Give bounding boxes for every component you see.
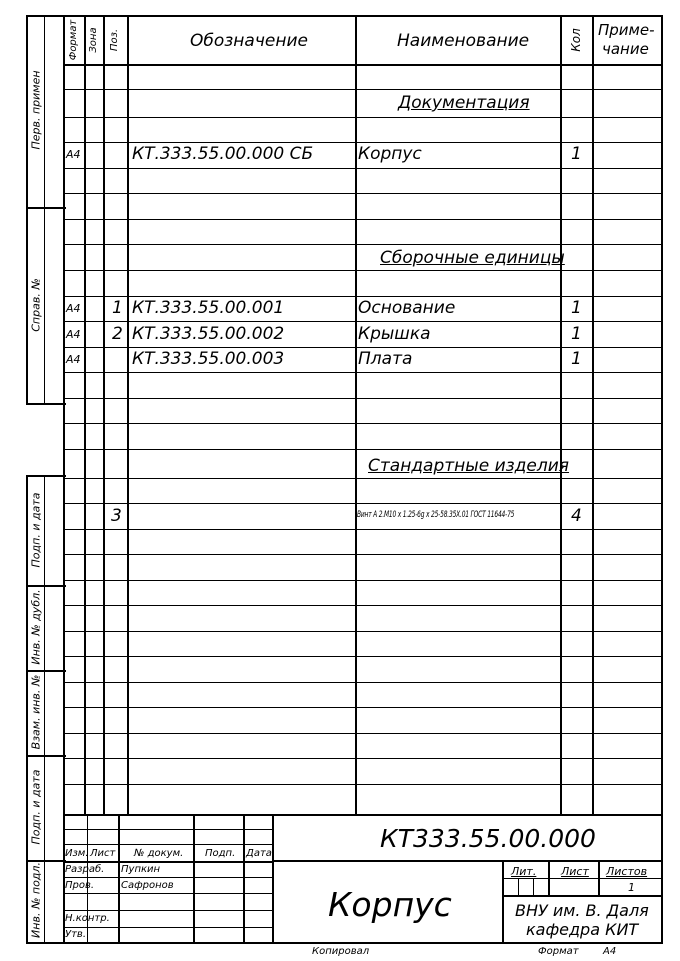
row-format: А4 xyxy=(66,148,81,161)
row-qty: 4 xyxy=(571,506,582,526)
footer-format-label: Формат xyxy=(538,946,579,957)
product-name: Корпус xyxy=(328,885,452,924)
header-designation: Обозначение xyxy=(190,31,308,51)
utv-label: Утв. xyxy=(65,929,86,940)
row-format: А4 xyxy=(66,328,81,341)
row-qty: 1 xyxy=(571,144,582,164)
side-label-vzam-inv: Взам. инв. № xyxy=(29,674,43,750)
table-header-divider xyxy=(63,64,663,66)
section-assembly-units: Сборочные единицы xyxy=(380,248,565,268)
side-label-podp-data-2: Подп. и дата xyxy=(29,769,43,845)
row-name: Корпус xyxy=(358,144,422,164)
row-name: Винт А 2.М10 х 1.25-6g х 25-58.35Х.01 ГОСТ 11644-75 xyxy=(357,510,515,520)
header-format: Формат xyxy=(68,19,79,61)
row-qty: 1 xyxy=(571,324,582,344)
side-label-perv-primen: Перв. примен xyxy=(29,70,43,150)
header-pos: Поз. xyxy=(109,28,120,52)
row-qty: 1 xyxy=(571,349,582,369)
row-designation: КТ.333.55.00.003 xyxy=(132,349,285,369)
row-designation: КТ.333.55.00.001 xyxy=(132,298,285,318)
row-name: Основание xyxy=(358,298,456,318)
section-documentation: Документация xyxy=(398,93,530,113)
col-data: Дата xyxy=(246,848,272,859)
side-label-sprav-no: Справ. № xyxy=(29,278,43,332)
row-qty: 1 xyxy=(571,298,582,318)
section-standard-items: Стандартные изделия xyxy=(368,456,570,476)
row-designation: КТ.333.55.00.002 xyxy=(132,324,285,344)
header-note-line2: чание xyxy=(602,40,649,58)
title-block-top xyxy=(63,814,663,816)
row-pos: 3 xyxy=(111,506,122,526)
header-note-line1: Приме- xyxy=(598,21,655,39)
row-pos: 1 xyxy=(112,298,123,318)
doc-code: КТ333.55.00.000 xyxy=(380,824,596,853)
lit-label: Лит. xyxy=(511,865,537,878)
footer-copied: Копировал xyxy=(312,946,370,957)
row-pos: 2 xyxy=(112,324,123,344)
row-format: А4 xyxy=(66,302,81,315)
side-label-inv-podl: Инв. № подл. xyxy=(29,862,43,938)
sheet-label: Лист xyxy=(561,865,589,878)
razrab-label: Разраб. xyxy=(65,864,105,875)
header-zone: Зона xyxy=(88,27,99,53)
nkontr-label: Н.контр. xyxy=(65,913,110,924)
sheets-value: 1 xyxy=(628,881,635,894)
razrab-name: Пупкин xyxy=(121,864,161,875)
side-label-podp-data-1: Подп. и дата xyxy=(29,492,43,568)
row-name: Плата xyxy=(358,349,413,369)
org-line1: ВНУ им. В. Даля xyxy=(515,901,649,920)
row-designation: КТ.333.55.00.000 СБ xyxy=(132,144,314,164)
col-list: Лист xyxy=(90,848,116,859)
row-format: А4 xyxy=(66,353,81,366)
row-name: Крышка xyxy=(358,324,431,344)
prov-name: Сафронов xyxy=(121,880,174,891)
header-qty: Кол xyxy=(569,28,583,52)
col-podp: Подп. xyxy=(205,848,236,859)
footer-format-value: А4 xyxy=(603,946,617,957)
prov-label: Пров. xyxy=(65,880,95,891)
side-label-inv-dubl: Инв. № дубл. xyxy=(29,589,43,665)
org-line2: кафедра КИТ xyxy=(526,920,639,939)
header-name: Наименование xyxy=(397,31,530,51)
sheets-label: Листов xyxy=(606,865,648,878)
col-docnum: № докум. xyxy=(134,848,184,859)
col-izm: Изм. xyxy=(65,848,89,859)
